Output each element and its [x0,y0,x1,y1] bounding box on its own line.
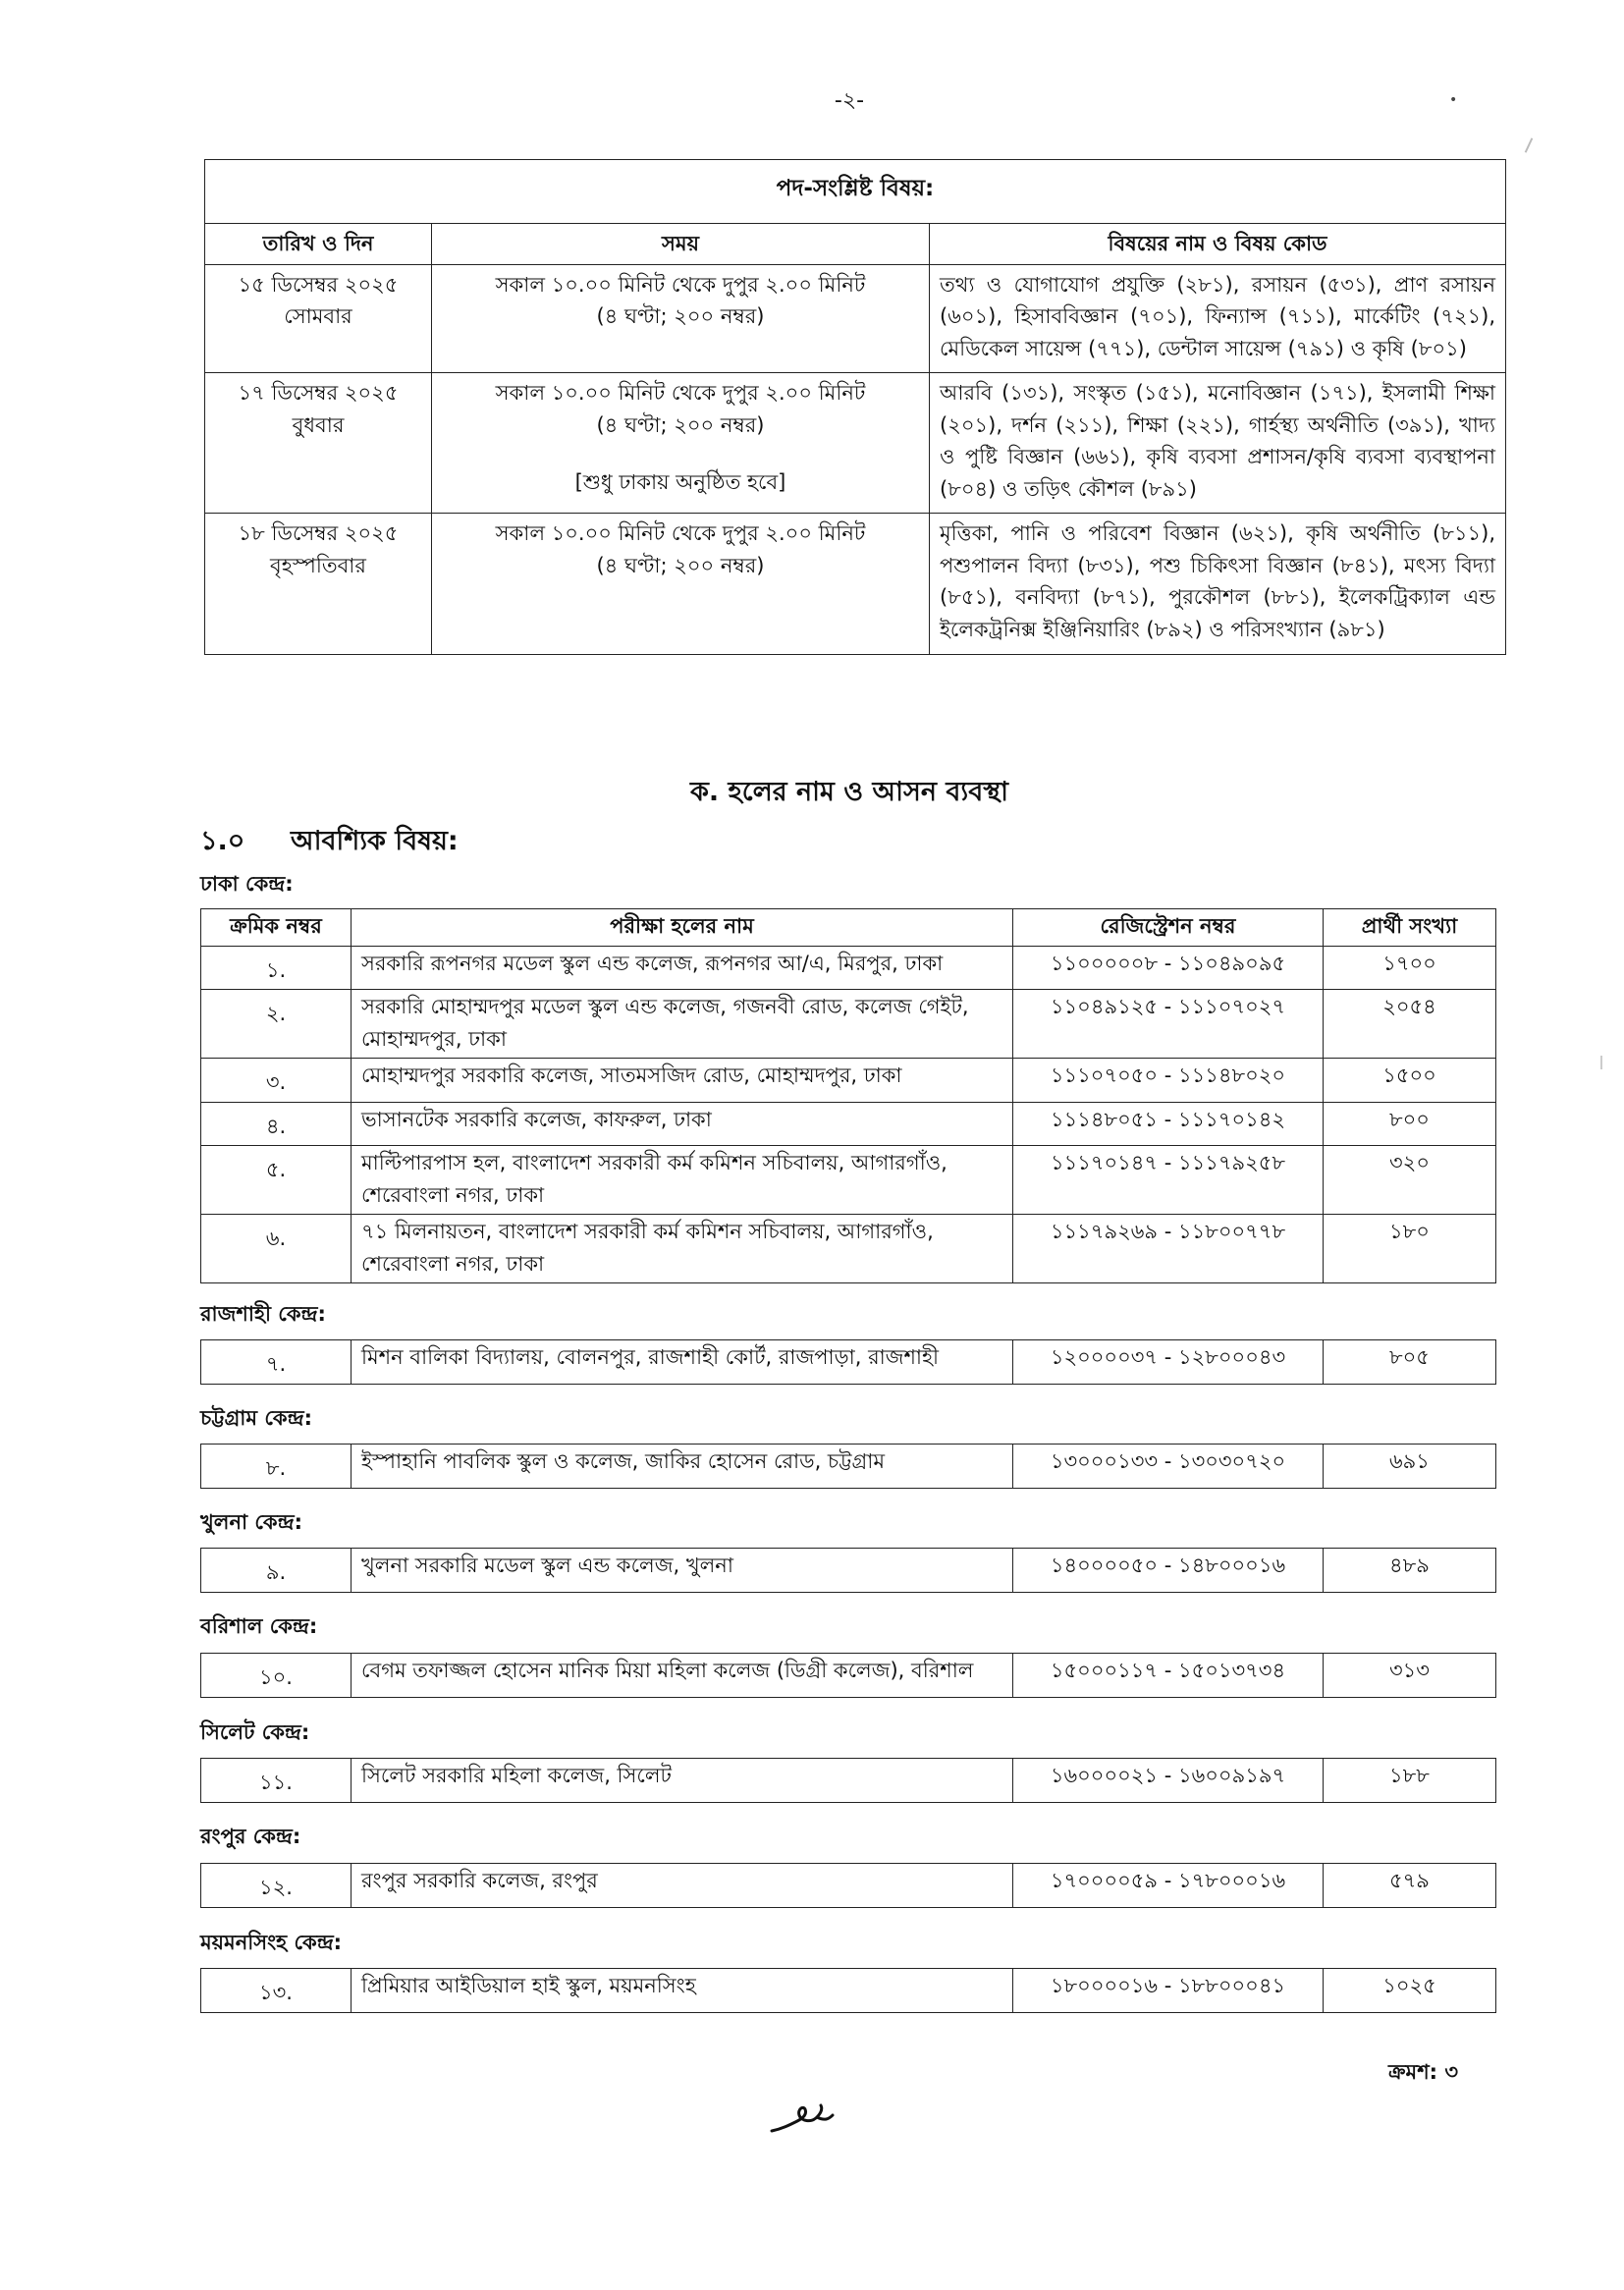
signature-stroke [772,2105,833,2131]
hall-registration-range: ১১১৪৮০৫১ - ১১১৭০১৪২ [1013,1102,1324,1146]
hall-name: মোহাম্মদপুর সরকারি কলেজ, সাতমসজিদ রোড, মোহাম্মদপুর, ঢাকা [352,1059,1013,1103]
hall-candidate-count: ১৮৮ [1324,1759,1496,1803]
exam-subjects: তথ্য ও যোগাযোগ প্রযুক্তি (২৮১), রসায়ন (৫৩১), প্রাণ রসায়ন (৬০১), হিসাববিজ্ঞান (৭০১), ফিন্যান্স (৭১১), মার্কেটিং (৭২১), মেডিকেল সায়েন্স (৭৭১), ডেন্টাল সায়েন্স (৭৯১) ও কৃষি (৮০১) [930,264,1506,373]
hall-candidate-count: ১৫০০ [1324,1059,1496,1103]
hall-serial: ১০. [201,1654,352,1698]
hall-serial: ২. [201,990,352,1059]
hall-candidate-count: ৩২০ [1324,1146,1496,1215]
hall-name: ইস্পাহানি পাবলিক স্কুল ও কলেজ, জাকির হোসেন রোড, চট্টগ্রাম [352,1445,1013,1489]
hall-candidate-count: ১৭০০ [1324,946,1496,990]
center-label-sylhet: সিলেট কেন্দ্র: [200,1720,310,1744]
subsection-heading [200,821,459,862]
exam-date: ১৫ ডিসেম্বর ২০২৫ [238,272,399,297]
col-header-hall-name: পরীক্ষা হলের নাম [352,909,1013,947]
hall-serial: ৮. [201,1445,352,1489]
hall-serial: ৩. [201,1059,352,1103]
exam-duration: (৪ ঘণ্টা; ২০০ নম্বর) [596,304,765,329]
hall-candidate-count: ১৮০ [1324,1215,1496,1283]
subsection-number: ১.০ [200,826,245,856]
scan-mark [1600,1056,1602,1069]
hall-serial: ১৩. [201,1969,352,2013]
table-row [201,1102,1496,1146]
schedule-caption: পদ-সংশ্লিষ্ট বিষয়: [205,160,1506,224]
hall-name: ৭১ মিলনায়তন, বাংলাদেশ সরকারী কর্ম কমিশন সচিবালয়, আগারগাঁও, শেরেবাংলা নগর, ঢাকা [352,1215,1013,1283]
hall-name: বেগম তফাজ্জল হোসেন মানিক মিয়া মহিলা কলেজ (ডিগ্রী কলেজ), বরিশাল [352,1654,1013,1698]
hall-table-dhaka [200,908,1496,1283]
schedule-time-cell [432,264,930,373]
hall-registration-range: ১১১০৭০৫০ - ১১১৪৮০২০ [1013,1059,1324,1103]
table-row [201,1215,1496,1283]
scan-mark [1525,137,1534,152]
schedule-time-cell [432,373,930,514]
hall-serial: ৪. [201,1102,352,1146]
schedule-date-cell [205,514,432,654]
hall-registration-range: ১১১৭৯২৬৯ - ১১৮০০৭৭৮ [1013,1215,1324,1283]
hall-candidate-count: ১০২৫ [1324,1969,1496,2013]
hall-serial: ১২. [201,1864,352,1908]
hall-table-rajshahi [200,1339,1496,1385]
hall-serial: ৬. [201,1215,352,1283]
hall-registration-range: ১১১৭০১৪৭ - ১১১৭৯২৫৮ [1013,1146,1324,1215]
schedule-row [205,264,1506,373]
hall-name: খুলনা সরকারি মডেল স্কুল এন্ড কলেজ, খুলনা [352,1549,1013,1593]
table-row [201,1340,1496,1385]
hall-table-sylhet [200,1758,1496,1803]
hall-table-mymensingh [200,1968,1496,2013]
page-number: -২- [834,88,865,113]
hall-candidate-count: ২০৫৪ [1324,990,1496,1059]
table-row [201,946,1496,990]
hall-name: প্রিমিয়ার আইডিয়াল হাই স্কুল, ময়মনসিংহ [352,1969,1013,2013]
center-label-rangpur: রংপুর কেন্দ্র: [200,1825,301,1848]
hall-registration-range: ১৬০০০০২১ - ১৬০০৯১৯৭ [1013,1759,1324,1803]
hall-serial: ৫. [201,1146,352,1215]
col-header-serial: ক্রমিক নম্বর [201,909,352,947]
center-label-barishal: বরিশাল কেন্দ্র: [200,1614,318,1638]
exam-time: সকাল ১০.০০ মিনিট থেকে দুপুর ২.০০ মিনিট [495,521,866,546]
schedule-row [205,373,1506,514]
hall-name: মিশন বালিকা বিদ্যালয়, বোলনপুর, রাজশাহী কোর্ট, রাজপাড়া, রাজশাহী [352,1340,1013,1385]
schedule-row [205,514,1506,654]
col-header-date: তারিখ ও দিন [205,224,432,265]
hall-candidate-count: ৮০০ [1324,1102,1496,1146]
hall-name: রংপুর সরকারি কলেজ, রংপুর [352,1864,1013,1908]
section-title: ক. হলের নাম ও আসন ব্যবস্থা [690,777,1008,807]
hall-name: সিলেট সরকারি মহিলা কলেজ, সিলেট [352,1759,1013,1803]
hall-table-chattogram [200,1444,1496,1489]
table-row [201,1864,1496,1908]
scan-mark: • [1449,92,1458,108]
hall-candidate-count: ৮০৫ [1324,1340,1496,1385]
hall-registration-range: ১৩০০০১৩৩ - ১৩০৩০৭২০ [1013,1445,1324,1489]
table-row [201,1759,1496,1803]
exam-subjects: মৃত্তিকা, পানি ও পরিবেশ বিজ্ঞান (৬২১), কৃষি অর্থনীতি (৮১১), পশুপালন বিদ্যা (৮৩১), পশু চিকিৎসা বিজ্ঞান (৮৪১), মৎস্য বিদ্যা (৮৫১), বনবিদ্যা (৮৭১), পুরকৌশল (৮৮১), ইলেকট্রিক্যাল এন্ড ইলেকট্রনিক্স ইঞ্জিনিয়ারিং (৮৯২) ও পরিসংখ্যান (৯৮১) [930,514,1506,654]
hall-candidate-count: ৬৯১ [1324,1445,1496,1489]
exam-subjects: আরবি (১৩১), সংস্কৃত (১৫১), মনোবিজ্ঞান (১৭১), ইসলামী শিক্ষা (২০১), দর্শন (২১১), শিক্ষা (২২১), গার্হস্থ্য অর্থনীতি (৩৯১), খাদ্য ও পুষ্টি বিজ্ঞান (৬৬১), কৃষি ব্যবসা প্রশাসন/কৃষি ব্যবসা ব্যবস্থাপনা (৮০৪) ও তড়িৎ কৌশল (৮৯১) [930,373,1506,514]
center-label-khulna: খুলনা কেন্দ্র: [200,1510,302,1534]
subsection-title: আবশ্যিক বিষয়: [291,826,459,856]
hall-table-barishal [200,1653,1496,1698]
center-label-mymensingh: ময়মনসিংহ কেন্দ্র: [200,1931,343,1954]
hall-table-rangpur [200,1863,1496,1908]
exam-duration: (৪ ঘণ্টা; ২০০ নম্বর) [596,412,765,437]
schedule-date-cell [205,373,432,514]
exam-day: বুধবার [292,412,345,437]
exam-date: ১৭ ডিসেম্বর ২০২৫ [238,381,399,406]
hall-serial: ৭. [201,1340,352,1385]
hall-registration-range: ১১০৪৯১২৫ - ১১১০৭০২৭ [1013,990,1324,1059]
hall-registration-range: ১৭০০০০৫৯ - ১৭৮০০০১৬ [1013,1864,1324,1908]
hall-candidate-count: ৫৭৯ [1324,1864,1496,1908]
signature-icon [768,2099,837,2139]
col-header-candidates: প্রার্থী সংখ্যা [1324,909,1496,947]
hall-serial: ১. [201,946,352,990]
exam-note: [শুধু ঢাকায় অনুষ্ঠিত হবে] [574,470,786,495]
hall-name: সরকারি মোহাম্মদপুর মডেল স্কুল এন্ড কলেজ, গজনবী রোড, কলেজ গেইট, মোহাম্মদপুর, ঢাকা [352,990,1013,1059]
exam-day: সোমবার [284,304,352,329]
col-header-time: সময় [432,224,930,265]
table-row [201,990,1496,1059]
hall-name: সরকারি রূপনগর মডেল স্কুল এন্ড কলেজ, রূপনগর আ/এ, মিরপুর, ঢাকা [352,946,1013,990]
hall-registration-range: ১৫০০০১১৭ - ১৫০১৩৭৩৪ [1013,1654,1324,1698]
col-header-subjects: বিষয়ের নাম ও বিষয় কোড [930,224,1506,265]
table-row [201,1549,1496,1593]
col-header-registration: রেজিস্ট্রেশন নম্বর [1013,909,1324,947]
continued-note: ক্রমশ: ৩ [1388,2060,1459,2084]
exam-duration: (৪ ঘণ্টা; ২০০ নম্বর) [596,553,765,577]
hall-serial: ১১. [201,1759,352,1803]
schedule-time-cell [432,514,930,654]
center-label-chattogram: চট্টগ্রাম কেন্দ্র: [200,1406,312,1430]
exam-day: বৃহস্পতিবার [270,553,366,577]
hall-name: ভাসানটেক সরকারি কলেজ, কাফরুল, ঢাকা [352,1102,1013,1146]
exam-time: সকাল ১০.০০ মিনিট থেকে দুপুর ২.০০ মিনিট [495,272,866,297]
center-label-rajshahi: রাজশাহী কেন্দ্র: [200,1302,326,1326]
exam-date: ১৮ ডিসেম্বর ২০২৫ [238,521,399,546]
center-label-dhaka: ঢাকা কেন্দ্র: [200,872,294,896]
table-row [201,1654,1496,1698]
hall-name: মাল্টিপারপাস হল, বাংলাদেশ সরকারী কর্ম কমিশন সচিবালয়, আগারগাঁও, শেরেবাংলা নগর, ঢাকা [352,1146,1013,1215]
hall-table-khulna [200,1548,1496,1593]
table-row [201,1146,1496,1215]
table-row [201,1969,1496,2013]
hall-registration-range: ১৪০০০০৫০ - ১৪৮০০০১৬ [1013,1549,1324,1593]
exam-time: সকাল ১০.০০ মিনিট থেকে দুপুর ২.০০ মিনিট [495,381,866,406]
hall-candidate-count: ৪৮৯ [1324,1549,1496,1593]
hall-registration-range: ১১০০০০০৮ - ১১০৪৯০৯৫ [1013,946,1324,990]
hall-registration-range: ১৮০০০০১৬ - ১৮৮০০০৪১ [1013,1969,1324,2013]
hall-serial: ৯. [201,1549,352,1593]
table-row [201,1445,1496,1489]
schedule-date-cell [205,264,432,373]
exam-schedule-table [204,159,1506,655]
hall-registration-range: ১২০০০০৩৭ - ১২৮০০০৪৩ [1013,1340,1324,1385]
table-row [201,1059,1496,1103]
hall-candidate-count: ৩১৩ [1324,1654,1496,1698]
